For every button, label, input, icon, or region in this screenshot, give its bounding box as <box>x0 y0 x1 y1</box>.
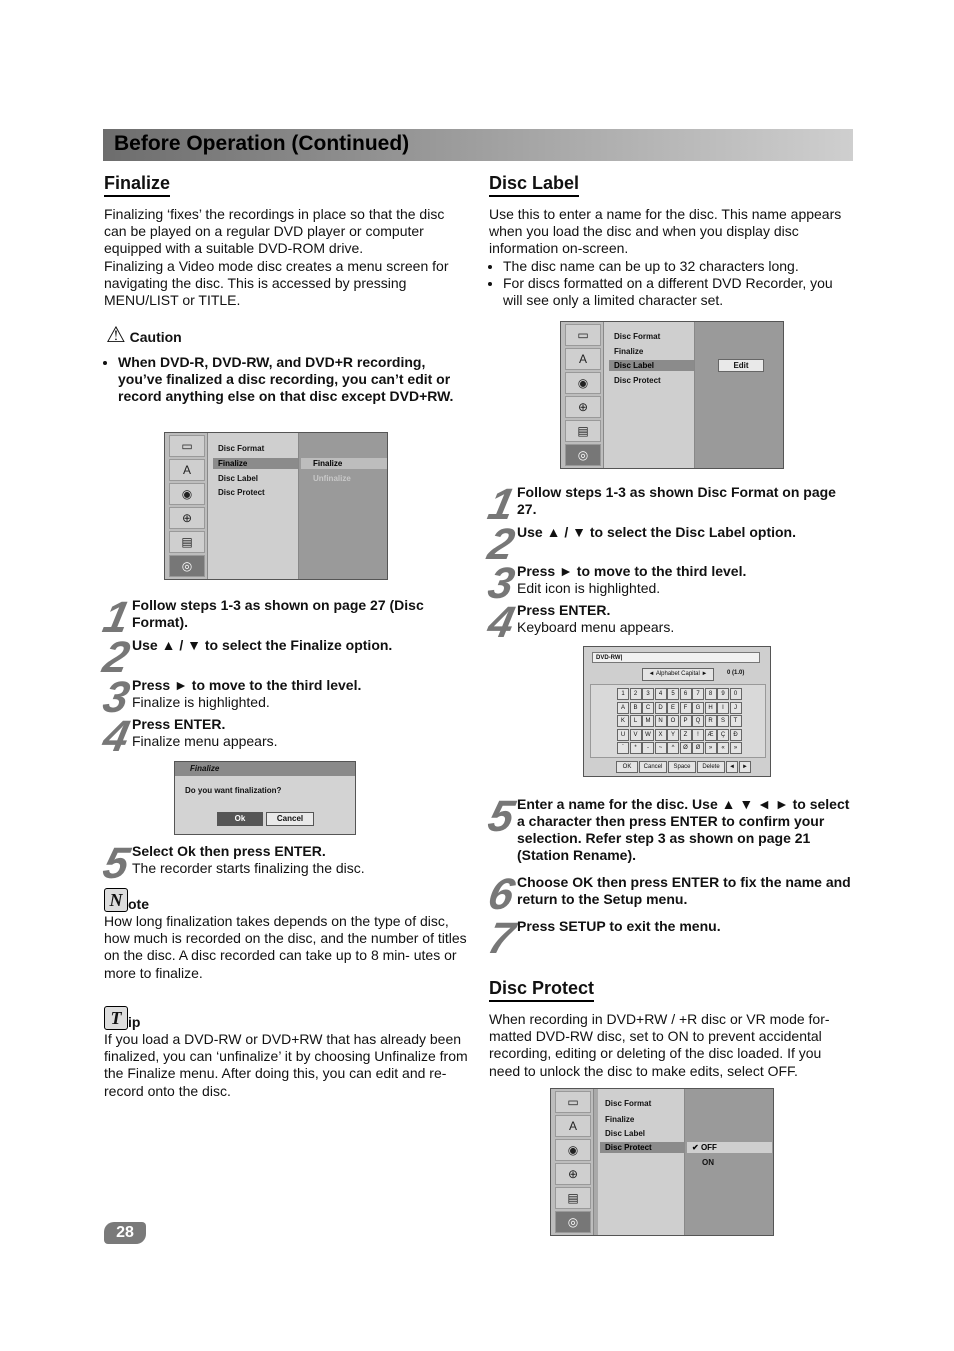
disc-label-bullet-1: • The disc name can be up to 32 characters long. <box>503 258 851 275</box>
key-1-4[interactable]: E <box>667 702 679 714</box>
key-2-6[interactable]: Q <box>692 715 704 727</box>
key-3-2[interactable]: W <box>642 729 654 741</box>
disc-label-intro: Use this to enter a name for the disc. This name appears when you load the disc and when you display disc information on-screen. <box>489 206 842 257</box>
dialog-question: Do you want finalization? <box>185 786 282 795</box>
disc-label-step-6-title: Choose OK then press ENTER to fix the name and return to the Setup menu. <box>517 874 851 907</box>
keyboard-ok-button[interactable]: OK <box>616 761 638 773</box>
audio-icon: ◉ <box>555 1139 591 1161</box>
key-2-9[interactable]: T <box>730 715 742 727</box>
key-4-2[interactable]: - <box>642 742 654 754</box>
cancel-button[interactable]: Cancel <box>266 812 314 826</box>
option-off[interactable] <box>687 1142 772 1153</box>
key-1-5[interactable]: F <box>680 702 692 714</box>
disc-protect-setup-menu <box>550 1088 774 1236</box>
char-mode-label: Alphabet Capital <box>655 671 700 677</box>
finalize-step-3-desc: Finalize is highlighted. <box>132 694 270 710</box>
finalize-step-5-desc: The recorder starts finalizing the disc. <box>132 860 365 876</box>
step-number-1: 1 <box>483 480 519 529</box>
key-4-6[interactable]: Ø <box>692 742 704 754</box>
disc-label-step-3 <box>517 563 853 597</box>
key-0-1[interactable]: 2 <box>630 688 642 700</box>
step-number-1: 1 <box>98 593 134 642</box>
key-2-4[interactable]: O <box>667 715 679 727</box>
step-number-5: 5 <box>98 839 134 888</box>
disc-label-bullet-2: • For discs formatted on a different DVD Recorder, you will see only a limited character set. <box>503 275 851 309</box>
finalize-heading: Finalize <box>104 173 170 197</box>
disc-label-step-4-title: Press ENTER. <box>517 602 611 618</box>
key-0-9[interactable]: 0 <box>730 688 742 700</box>
step-number-2: 2 <box>483 520 519 569</box>
chevron-left-icon: ◄ <box>648 671 655 677</box>
finalize-step-4-desc: Finalize menu appears. <box>132 733 278 749</box>
disc-label-step-7 <box>517 918 853 935</box>
menu-item-disc-format[interactable]: Disc Format <box>614 332 661 341</box>
lock-icon: ⊕ <box>169 507 205 529</box>
key-4-7[interactable]: » <box>705 742 717 754</box>
finalize-step-2 <box>132 637 462 654</box>
menu-item-disc-protect[interactable]: Disc Protect <box>600 1142 685 1153</box>
header-banner <box>103 129 853 161</box>
disc-label-step-2 <box>517 524 853 541</box>
key-1-1[interactable]: B <box>630 702 642 714</box>
page-title: Before Operation (Continued) <box>114 132 410 155</box>
finalize-step-3 <box>132 677 462 711</box>
menu-options-column <box>695 322 783 468</box>
key-3-7[interactable]: Æ <box>705 729 717 741</box>
disc-icon: ◎ <box>555 1211 591 1233</box>
name-input-field[interactable]: DVD-RW| <box>592 652 760 663</box>
finalize-step-2-title: Use ▲ / ▼ to select the Finalize option. <box>132 637 393 653</box>
disc-label-step-6 <box>517 874 853 908</box>
key-2-5[interactable]: P <box>680 715 692 727</box>
chevron-right-icon: ► <box>701 671 708 677</box>
warning-icon: ⚠ <box>106 322 126 347</box>
disc-label-intro-block <box>489 206 851 309</box>
keyboard-menu <box>583 646 771 777</box>
page-number: 28 <box>104 1222 146 1244</box>
tip-icon: T <box>104 1006 128 1030</box>
key-0-2[interactable]: 3 <box>642 688 654 700</box>
menu-item-disc-format[interactable]: Disc Format <box>218 444 265 453</box>
key-1-9[interactable]: J <box>730 702 742 714</box>
disc-icon: ◎ <box>565 444 601 466</box>
menu-item-finalize[interactable]: Finalize <box>614 347 644 356</box>
key-4-8[interactable]: « <box>717 742 729 754</box>
menu-item-disc-label[interactable]: Disc Label <box>218 474 259 483</box>
menu-item-disc-format[interactable]: Disc Format <box>605 1099 652 1108</box>
key-3-8[interactable]: Ç <box>717 729 729 741</box>
tv-icon: ▭ <box>169 435 205 457</box>
finalize-step-4-title: Press ENTER. <box>132 716 226 732</box>
key-0-8[interactable]: 9 <box>717 688 729 700</box>
language-icon: A <box>555 1115 591 1137</box>
menu-options-column <box>685 1089 773 1235</box>
finalize-dialog <box>174 761 356 835</box>
menu-item-finalize[interactable]: Finalize <box>605 1115 635 1124</box>
step-number-5: 5 <box>483 792 519 841</box>
menu-icon-column <box>551 1089 594 1235</box>
audio-icon: ◉ <box>565 372 601 394</box>
audio-icon: ◉ <box>169 483 205 505</box>
key-2-0[interactable]: K <box>617 715 629 727</box>
menu-items-column <box>604 322 695 468</box>
option-finalize[interactable]: Finalize <box>301 458 388 469</box>
keyboard-delete-button[interactable]: Delete <box>697 761 725 773</box>
key-3-9[interactable]: Ð <box>730 729 742 741</box>
menu-items-column <box>598 1089 685 1235</box>
disc-label-heading: Disc Label <box>489 173 579 197</box>
option-unfinalize[interactable]: Unfinalize <box>313 474 351 483</box>
step-number-3: 3 <box>483 559 519 608</box>
menu-item-disc-label[interactable]: Disc Label <box>605 1129 646 1138</box>
char-mode-selector[interactable] <box>642 668 714 681</box>
disc-label-step-3-title: Press ► to move to the third level. <box>517 563 747 579</box>
key-3-4[interactable]: Y <box>667 729 679 741</box>
language-icon: A <box>565 348 601 370</box>
menu-icon-column <box>561 322 604 468</box>
disc-label-step-7-title: Press SETUP to exit the menu. <box>517 918 721 934</box>
key-1-2[interactable]: C <box>642 702 654 714</box>
key-0-3[interactable]: 4 <box>655 688 667 700</box>
key-2-2[interactable]: M <box>642 715 654 727</box>
key-2-3[interactable]: N <box>655 715 667 727</box>
film-icon: ▤ <box>169 531 205 553</box>
film-icon: ▤ <box>565 420 601 442</box>
key-3-6[interactable]: ! <box>692 729 704 741</box>
key-4-0[interactable]: ` <box>617 742 629 754</box>
step-number-3: 3 <box>98 673 134 722</box>
tv-icon: ▭ <box>565 324 601 346</box>
disc-label-step-1-title: Follow steps 1-3 as shown Disc Format on page 27. <box>517 484 836 517</box>
key-0-6[interactable]: 7 <box>692 688 704 700</box>
tip-heading <box>104 1006 140 1030</box>
note-heading <box>104 888 149 912</box>
disc-label-step-5-title: Enter a name for the disc. Use ▲ ▼ ◄ ► to select a character then press ENTER to confirm your selection. Refer step 3 as shown on page 21 (Station Rename). <box>517 796 850 863</box>
arrow-right-icon[interactable]: ► <box>739 761 751 773</box>
key-1-8[interactable]: I <box>717 702 729 714</box>
key-2-7[interactable]: R <box>705 715 717 727</box>
finalize-intro-1: Finalizing ‘fixes’ the recordings in place so that the disc can be played on a regular DVD player or computer equipped with a suitable DVD-ROM drive. <box>104 206 445 257</box>
caution-label: Caution <box>129 329 182 345</box>
menu-item-finalize[interactable]: Finalize <box>213 458 298 469</box>
key-0-5[interactable]: 6 <box>680 688 692 700</box>
dialog-title: Finalize <box>175 762 355 776</box>
tv-icon: ▭ <box>555 1091 591 1113</box>
disc-label-step-4-desc: Keyboard menu appears. <box>517 619 675 635</box>
note-label: ote <box>128 896 149 912</box>
language-icon: A <box>169 459 205 481</box>
key-2-1[interactable]: L <box>630 715 642 727</box>
finalize-intro <box>104 206 468 309</box>
step-number-6: 6 <box>483 870 519 919</box>
ok-button[interactable]: Ok <box>217 812 263 826</box>
note-icon: N <box>104 888 128 912</box>
key-0-4[interactable]: 5 <box>667 688 679 700</box>
key-4-9[interactable]: » <box>730 742 742 754</box>
tip-text: If you load a DVD-RW or DVD+RW that has already been finalized, you can ‘unfinalize’ it by choosing Unfinalize from the Finalize menu. After doing this, you can edit and re-record onto the disc. <box>104 1031 468 1099</box>
step-number-2: 2 <box>98 633 134 682</box>
key-4-3[interactable]: ~ <box>655 742 667 754</box>
menu-options-column <box>299 433 387 579</box>
key-2-8[interactable]: S <box>717 715 729 727</box>
finalize-setup-menu <box>164 432 388 580</box>
disc-protect-heading: Disc Protect <box>489 978 594 1002</box>
arrow-left-icon[interactable]: ◄ <box>726 761 738 773</box>
disc-label-step-5 <box>517 796 857 864</box>
menu-items-column <box>208 433 299 579</box>
key-3-3[interactable]: X <box>655 729 667 741</box>
key-1-0[interactable]: A <box>617 702 629 714</box>
tip-label: ip <box>128 1014 141 1030</box>
lock-icon: ⊕ <box>555 1163 591 1185</box>
finalize-step-1 <box>132 597 452 631</box>
step-number-4: 4 <box>98 712 134 761</box>
key-3-0[interactable]: U <box>617 729 629 741</box>
finalize-step-5 <box>132 843 462 877</box>
key-4-1[interactable]: * <box>630 742 642 754</box>
key-3-5[interactable]: Z <box>680 729 692 741</box>
finalize-step-4 <box>132 716 462 750</box>
menu-item-disc-protect[interactable]: Disc Protect <box>614 376 661 385</box>
keyboard-grid <box>590 684 766 758</box>
name-input-value: DVD-RW <box>596 655 621 661</box>
finalize-intro-2: Finalizing a Video mode disc creates a menu screen for navigating the disc. This is accessed by pressing MENU/LIST or TITLE. <box>104 257 449 309</box>
char-count: 0 (1.0) <box>727 670 745 676</box>
option-off-label: OFF <box>700 1143 717 1152</box>
menu-icon-column <box>165 433 208 579</box>
key-0-0[interactable]: 1 <box>617 688 629 700</box>
menu-item-disc-protect[interactable]: Disc Protect <box>218 488 265 497</box>
disc-label-step-3-desc: Edit icon is highlighted. <box>517 580 661 596</box>
disc-protect-text: When recording in DVD+RW / +R disc or VR mode for- matted DVD-RW disc, set to ON to prevent accidental recording, editing or deleting of the disc loaded. If you need to unlock the disc to make edits, select OFF. <box>489 1011 830 1079</box>
disc-icon: ◎ <box>169 555 205 577</box>
edit-button[interactable]: Edit <box>718 359 764 372</box>
keyboard-space-button[interactable]: Space <box>668 761 696 773</box>
finalize-step-3-title: Press ► to move to the third level. <box>132 677 362 693</box>
disc-label-step-2-title: Use ▲ / ▼ to select the Disc Label option. <box>517 524 796 540</box>
caution-block <box>106 322 182 348</box>
finalize-step-5-title: Select Ok then press ENTER. <box>132 843 326 859</box>
caution-text-block <box>104 354 468 406</box>
checkmark-icon: ✔ <box>692 1143 699 1152</box>
option-on[interactable]: ON <box>702 1158 714 1167</box>
step-number-7: 7 <box>483 914 519 963</box>
key-1-6[interactable]: G <box>692 702 704 714</box>
note-text: How long finalization takes depends on the type of disc, how much is recorded on the disc, and the number of titles on the disc. A disc recorded can take up to 8 min- utes or more to finalize. <box>104 913 467 981</box>
film-icon: ▤ <box>555 1187 591 1209</box>
key-4-4[interactable]: ^ <box>667 742 679 754</box>
caution-text: • When DVD-R, DVD-RW, and DVD+R recording, you’ve finalized a disc recording, you can’t edit or record anything else on that disc except DVD+RW. <box>118 354 468 406</box>
step-number-4: 4 <box>483 598 519 647</box>
key-4-5[interactable]: Ø <box>680 742 692 754</box>
keyboard-cancel-button[interactable]: Cancel <box>639 761 667 773</box>
disc-label-step-4 <box>517 602 853 636</box>
key-0-7[interactable]: 8 <box>705 688 717 700</box>
menu-item-disc-label[interactable]: Disc Label <box>609 360 694 371</box>
key-1-3[interactable]: D <box>655 702 667 714</box>
disc-label-step-1 <box>517 484 853 518</box>
key-1-7[interactable]: H <box>705 702 717 714</box>
lock-icon: ⊕ <box>565 396 601 418</box>
finalize-step-1-title: Follow steps 1-3 as shown on page 27 (Disc Format). <box>132 597 424 630</box>
key-3-1[interactable]: V <box>630 729 642 741</box>
disc-label-setup-menu <box>560 321 784 469</box>
